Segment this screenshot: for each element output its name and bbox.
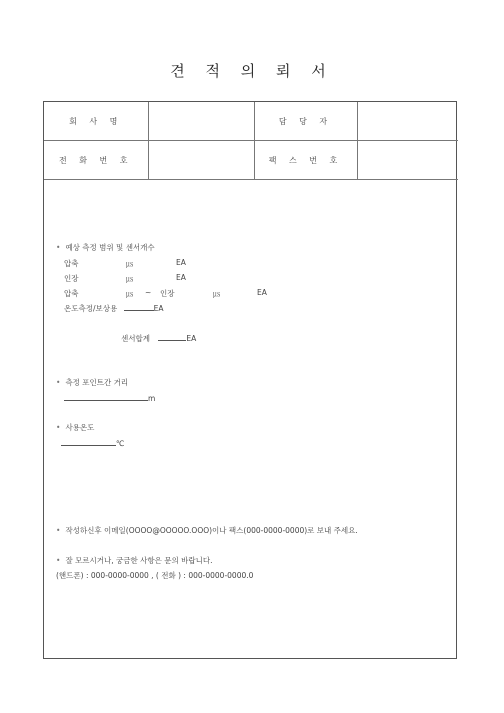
manager-label: 담 당 자 (254, 102, 357, 141)
row-range-tilde: ~ (145, 288, 152, 297)
fax-label: 팩 스 번 호 (254, 141, 357, 180)
bullet-icon: • (56, 526, 61, 535)
bullet-icon: • (56, 243, 61, 252)
document-title: 견 적 의 뢰 서 (170, 62, 334, 80)
sensor-total-blank[interactable] (158, 332, 186, 341)
row-tension-unit: ㎲ (126, 274, 134, 283)
fax-field[interactable] (357, 141, 458, 180)
row-compress-label: 압축 (64, 259, 79, 268)
row-range-label2: 인장 (160, 289, 175, 298)
temp-comp-blank[interactable] (124, 302, 154, 311)
temperature-row: ℃ (61, 437, 124, 448)
temperature-blank[interactable] (61, 437, 116, 446)
bullet-icon: • (56, 423, 61, 432)
section-temperature-heading: • 사용온도 (56, 423, 95, 432)
header-table (44, 102, 458, 180)
submit-instruction: • 작성하신후 이메일(OOOO@OOOOO.OOO)이나 팩스(000-0000-0000)로 보내 주세요. (56, 526, 358, 535)
contact-numbers: (핸드폰) : 000-0000-0000 , ( 전화 ) : 000-0000-0000.0 (56, 571, 254, 580)
form-frame (43, 101, 457, 659)
temp-comp-row: 온도측정/보상용 EA (64, 304, 164, 313)
bullet-icon: • (56, 378, 61, 387)
contact-note: • 잘 모르시거나, 궁금한 사항은 문의 바랍니다. (56, 556, 213, 565)
row-tension-label: 인장 (64, 274, 79, 283)
section-range-heading: • 예상 측정 범위 및 센서개수 (56, 243, 155, 252)
sensor-total-row: 센서합계 EA (121, 334, 197, 343)
company-label: 회 사 명 (44, 102, 148, 141)
row-compress-unit: ㎲ (126, 259, 134, 268)
section-distance-heading: • 측정 포인트간 거리 (56, 378, 129, 387)
row-range-unit2: ㎲ (213, 289, 221, 298)
row-tension-ea: EA (176, 273, 186, 282)
row-range-unit1: ㎲ (126, 289, 134, 298)
phone-label: 전 화 번 호 (44, 141, 148, 180)
distance-blank[interactable] (64, 392, 148, 401)
company-field[interactable] (148, 102, 254, 141)
distance-row: m (64, 392, 155, 403)
phone-field[interactable] (148, 141, 254, 180)
manager-field[interactable] (357, 102, 458, 141)
row-range-ea: EA (257, 288, 267, 297)
row-compress-ea: EA (176, 258, 186, 267)
row-range-label: 압축 (64, 289, 79, 298)
bullet-icon: • (56, 556, 61, 565)
